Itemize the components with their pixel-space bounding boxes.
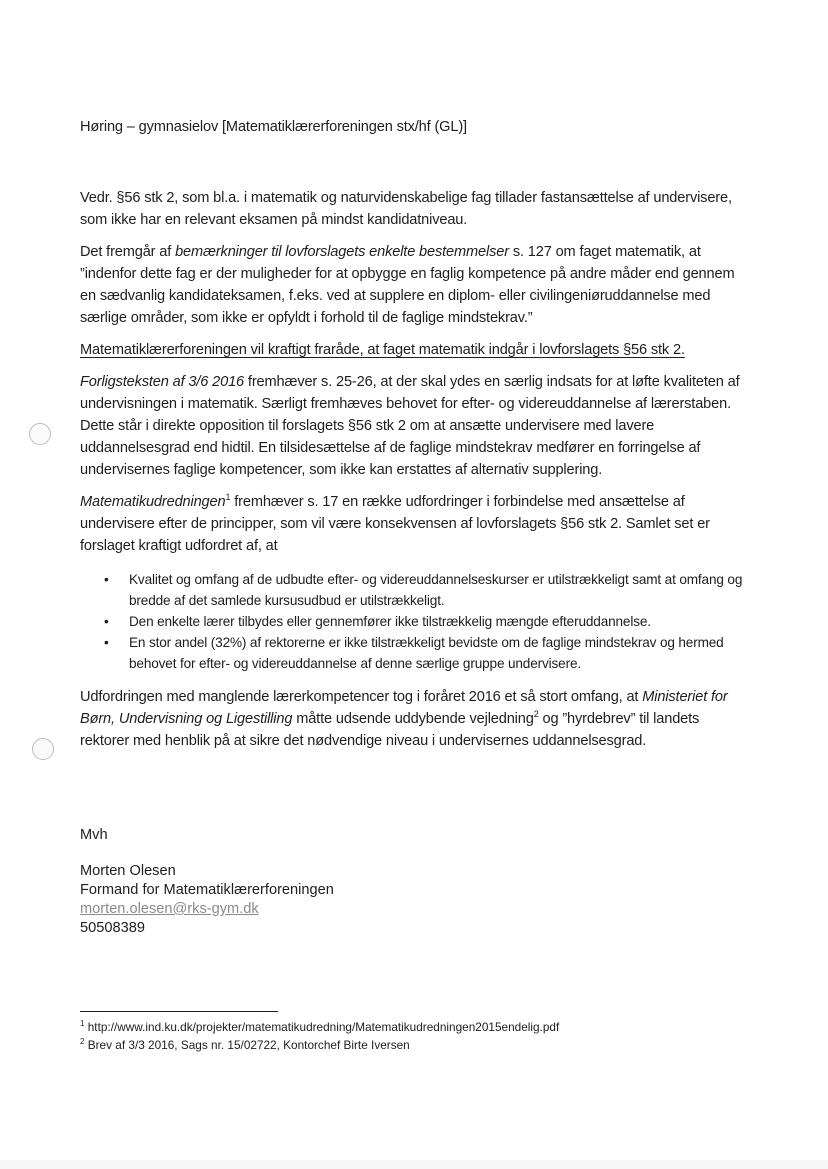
signer-name: Morten Olesen [80,863,176,879]
punch-hole-bottom [32,738,54,760]
paragraph-remarks-italic: bemærkninger til lovforslagets enkelte bestemmelser [175,244,509,260]
bullet-icon: • [104,635,109,650]
list-item [80,611,752,632]
letter-body [80,116,752,762]
phone-number: 50508389 [80,920,145,936]
paragraph-study-post: fremhæver s. 17 en række udfordringer i forbindelse med ansættelse af undervisere efter de principper, som vil være konsekvensen af lovforslagets §56 stk 2. Samlet set er forslaget kraftigt udfordret af, at [80,494,710,554]
paragraph-study-italic: Matematikudredningen [80,494,226,510]
paragraph-remarks-post: s. 127 om faget matematik, at ”indenfor dette fag er der muligheder for at opbygge en faglig kompetence på andre måder end gennem en sædvanlig kandidateksamen, f.eks. ved at supplere en diplom- eller civilingeniøruddannelse med særlige områder, som ikke er opfyldt i forhold til de faglige mindstekrav.” [80,244,735,326]
paragraph-agreement-post: fremhæver s. 25-26, at der skal ydes en særlig indsats for at løfte kvaliteten af undervisningen i matematik. Særligt fremhæves behovet for efter- og videreuddannelse af lærerstaben. Dette står i direkte opposition til forslagets §56 stk 2 om at ansætte undervisere med lavere uddannelsesgrad end hidtil. En tilsidesættelse af de faglige mindstekrav medfører en forringelse af undervisernes faglige kompetencer, som ikke kan erstattes af alternativ supplering. [80,374,740,478]
footnote-ref-2: 2 [533,709,539,720]
footnote-1 [80,1018,780,1036]
bullet-icon: • [104,614,109,629]
paragraph-ministry-mid: måtte udsende uddybende vejledning [292,711,534,727]
footnote-divider [80,1011,278,1012]
list-item-text: Den enkelte lærer tilbydes eller gennemfører ikke tilstrækkelig mængde efteruddannelse. [129,614,651,629]
footnote-2 [80,1036,780,1054]
paragraph-remarks-pre: Det fremgår af [80,244,176,260]
challenge-list [80,569,752,674]
list-item [80,632,752,674]
signer-role: Formand for Matematiklærerforeningen [80,882,334,898]
paragraph-ministry-post: og ”hyrdebrev” til landets rektorer med henblik på at sikre det nødvendige niveau i undervisernes uddannelsesgrad. [80,711,700,749]
footnotes [80,1018,780,1054]
paragraph-ministry-italic: Ministeriet for Børn, Undervisning og Ligestilling [80,689,728,727]
paragraph-reference: Vedr. §56 stk 2, som bl.a. i matematik og naturvidenskabelige fag tillader fastansættelse af undervisere, som ikke har en relevant eksamen på mindst kandidatniveau. [80,190,732,228]
footnote-text: Brev af 3/3 2016, Sags nr. 15/02722, Kontorchef Birte Iversen [87,1038,410,1052]
list-item-text: En stor andel (32%) af rektorerne er ikke tilstrækkeligt bevidste om de faglige mindstekrav og hermed behovet for efter- og videreuddannelse af denne særlige gruppe undervisere. [129,635,724,671]
list-item [80,569,752,611]
signature-block [80,826,334,938]
scan-bottom-edge [0,1160,828,1169]
footnote-text: http://www.ind.ku.dk/projekter/matematikudredning/Matematikudredningen2015endelig.pdf [87,1020,560,1034]
footnote-ref-1: 1 [225,492,231,503]
bullet-icon: • [104,572,109,587]
position-statement: Matematiklærerforeningen vil kraftigt fraråde, at faget matematik indgår i lovforslagets §56 stk 2. [80,342,685,358]
paragraph-ministry-pre: Udfordringen med manglende lærerkompetencer tog i foråret 2016 et så stort omfang, at [80,689,643,705]
punch-hole-top [29,423,51,445]
footnote-number: 1 [80,1019,85,1029]
paragraph-agreement-italic: Forligsteksten af 3/6 2016 [80,374,245,390]
paragraph-agreement [80,371,752,481]
paragraph-study [80,491,752,557]
paragraph-ministry [80,686,752,752]
list-item-text: Kvalitet og omfang af de udbudte efter- og videreuddannelseskurser er utilstrækkeligt samt at omfang og bredde af det samlede kursusudbud er utilstrækkeligt. [129,572,743,608]
document-title: Høring – gymnasielov [Matematiklærerforeningen stx/hf (GL)] [80,119,467,135]
paragraph-remarks [80,241,752,329]
footnote-number: 2 [80,1037,85,1047]
email-link[interactable]: morten.olesen@rks-gym.dk [80,901,259,917]
greeting: Mvh [80,827,108,843]
